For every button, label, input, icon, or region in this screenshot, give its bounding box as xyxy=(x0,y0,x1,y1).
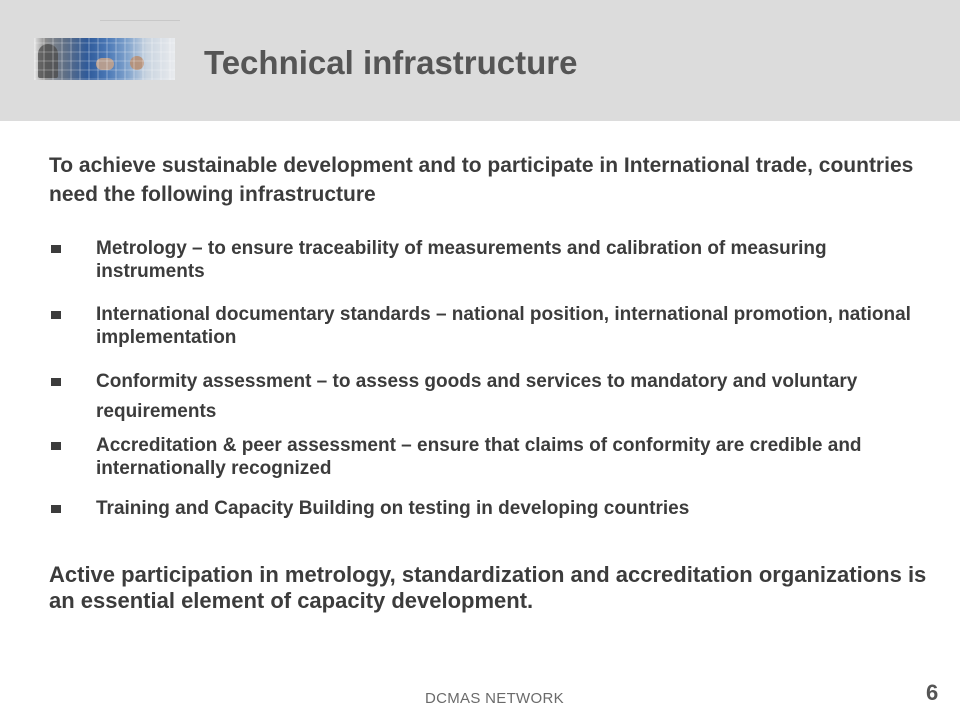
list-item-text: Metrology – to ensure traceability of measurements and calibration of measuring instruments xyxy=(96,238,827,282)
intro-text: To achieve sustainable development and to participate in International trade, countries need the following infrastructure xyxy=(49,154,914,206)
list-item-text: Training and Capacity Building on testing in developing countries xyxy=(96,498,690,519)
page-number: 6 xyxy=(926,680,939,705)
list-item-metrology xyxy=(49,237,929,283)
square-bullet-icon xyxy=(51,442,61,450)
slide-header xyxy=(0,0,960,121)
square-bullet-icon xyxy=(51,378,61,386)
square-bullet-icon xyxy=(51,311,61,319)
list-item-training xyxy=(49,497,689,520)
list-item-accreditation xyxy=(49,434,929,480)
slide-title: Technical infrastructure xyxy=(204,44,578,81)
conclusion-text: Active participation in metrology, standardization and accreditation organizations is an essential element of capacity development. xyxy=(49,562,927,613)
header-rule xyxy=(100,20,180,21)
square-bullet-icon xyxy=(51,505,61,513)
hand-shape xyxy=(96,58,114,70)
person-figure xyxy=(38,44,58,78)
list-item-standards xyxy=(49,303,929,349)
square-bullet-icon xyxy=(51,245,61,253)
list-item-conformity xyxy=(49,367,929,427)
footer-label: DCMAS NETWORK xyxy=(425,690,564,707)
hand-shape-2 xyxy=(130,56,144,70)
list-item-text: Accreditation & peer assessment – ensure that claims of conformity are credible and internationally recognized xyxy=(96,435,862,479)
list-item-text: Conformity assessment – to assess goods and services to mandatory and voluntary requirements xyxy=(96,371,858,422)
list-item-text: International documentary standards – national position, international promotion, national implementation xyxy=(96,304,911,348)
header-photo xyxy=(34,38,175,80)
